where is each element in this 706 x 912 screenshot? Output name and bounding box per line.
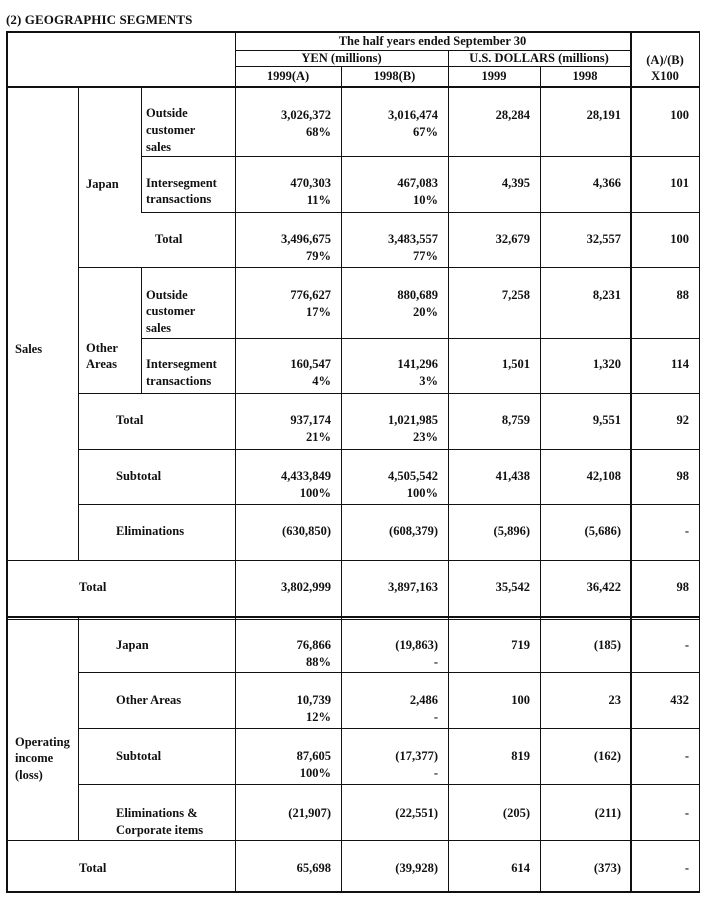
oa_ist-u99-value: 1,501 [501,357,530,371]
period-header: The half years ended September 30 [338,34,527,48]
oa-ist-label-1: Intersegment [146,357,217,371]
oa_tot-r-value: 92 [676,413,689,427]
op_tot-u98-value: (373) [593,861,621,875]
oa_tot-b-percent: 23% [413,430,438,444]
yen-header: YEN (millions) [301,51,382,65]
stot-u99-value: 35,542 [495,580,530,594]
op_jp-a-percent: 88% [306,655,331,669]
oa_ocs-a-value: 776,627 [290,288,331,302]
jp-ocs-label-3: sales [146,140,171,154]
oa_ocs-r-value: 88 [676,288,689,302]
sales-label: Sales [15,342,43,356]
jp_ist-u98-value: 4,366 [592,176,621,190]
op_sub-b-value: (17,377) [395,749,438,763]
oa_ocs-b-value: 880,689 [397,288,438,302]
jp_ist-b-value: 467,083 [397,176,438,190]
sub-b-percent: 100% [406,486,438,500]
op_tot-u99-value: 614 [511,861,530,875]
jp_tot-a-value: 3,496,675 [281,232,331,246]
oa_ist-a-value: 160,547 [290,357,331,371]
subtotal-label: Subtotal [116,469,162,483]
col-1999a: 1999(A) [266,69,310,83]
oa-ist-label-2: transactions [146,374,212,388]
op_elim-b-value: (22,551) [395,806,438,820]
sub-u99-value: 41,438 [495,469,530,483]
operating-label-3: (loss) [15,768,43,782]
elim-a-value: (630,850) [282,524,331,538]
op_elim-u98-value: (211) [594,806,621,820]
ratio-header: (A)/(B) [646,53,684,67]
sub-b-value: 4,505,542 [388,469,438,483]
jp_ocs-b-percent: 67% [413,125,438,139]
oa_ist-a-percent: 4% [312,374,331,388]
col-1998b: 1998(B) [373,69,416,83]
op_sub-u99-value: 819 [511,749,530,763]
sales-total-label: Total [79,580,107,594]
jp_tot-b-value: 3,483,557 [388,232,438,246]
elim-u98-value: (5,686) [584,524,621,538]
jp_ist-a-value: 470,303 [290,176,331,190]
sub-a-percent: 100% [299,486,331,500]
op_jp-a-value: 76,866 [296,638,331,652]
op_jp-r-value: - [684,638,689,652]
jp_tot-u99-value: 32,679 [495,232,530,246]
elim-r-value: - [684,524,689,538]
sub-u98-value: 42,108 [586,469,621,483]
op_oa-u99-value: 100 [511,693,530,707]
oa_ist-u98-value: 1,320 [592,357,621,371]
oa_tot-u99-value: 8,759 [501,413,530,427]
op-elim-label-1: Eliminations & [116,806,198,820]
eliminations-label: Eliminations [116,524,185,538]
col-1999-usd: 1999 [481,69,507,83]
oa_ocs-b-percent: 20% [413,305,438,319]
jp_ist-b-percent: 10% [413,193,438,207]
jp_ocs-r-value: 100 [670,108,689,122]
op_jp-u99-value: 719 [511,638,530,652]
op_elim-r-value: - [684,806,689,820]
col-1998-usd: 1998 [572,69,598,83]
op-other-areas-label: Other Areas [116,693,182,707]
op_jp-b-percent: - [433,655,438,669]
jp-ist-label-1: Intersegment [146,176,217,190]
oa_ist-r-value: 114 [670,357,689,371]
jp_ist-a-percent: 11% [306,193,331,207]
other-areas-label-2: Areas [86,357,118,371]
op_oa-a-value: 10,739 [296,693,331,707]
op_elim-u99-value: (205) [502,806,530,820]
jp_ocs-a-value: 3,026,372 [281,108,331,122]
oa_tot-a-value: 937,174 [290,413,331,427]
oa-ocs-label-3: sales [146,321,171,335]
sub-r-value: 98 [676,469,689,483]
op_oa-b-value: 2,486 [409,693,438,707]
oa_ocs-a-percent: 17% [306,305,331,319]
op_sub-r-value: - [684,749,689,763]
op_tot-a-value: 65,698 [296,861,331,875]
jp-total-label: Total [155,232,183,246]
sub-a-value: 4,433,849 [281,469,331,483]
elim-b-value: (608,379) [389,524,438,538]
op_sub-a-percent: 100% [299,766,331,780]
other-areas-label-1: Other [86,341,118,355]
ratio-header-x100: X100 [651,69,679,83]
jp_ocs-u99-value: 28,284 [495,108,530,122]
jp_tot-r-value: 100 [670,232,689,246]
op_elim-a-value: (21,907) [288,806,331,820]
oa-ocs-label-1: Outside [146,288,188,302]
jp_ist-u99-value: 4,395 [501,176,530,190]
elim-u99-value: (5,896) [493,524,530,538]
operating-label-1: Operating [15,735,70,749]
jp_ist-r-value: 101 [670,176,689,190]
oa_tot-u98-value: 9,551 [592,413,621,427]
op_tot-r-value: - [684,861,689,875]
op_sub-a-value: 87,605 [296,749,331,763]
oa-ocs-label-2: customer [146,304,196,318]
stot-u98-value: 36,422 [586,580,621,594]
jp_tot-a-percent: 79% [306,249,331,263]
operating-label-2: income [15,751,54,765]
oa_tot-b-value: 1,021,985 [388,413,438,427]
oa_ocs-u99-value: 7,258 [501,288,530,302]
jp_ocs-a-percent: 68% [306,125,331,139]
oa-total-label: Total [116,413,144,427]
op-total-label: Total [79,861,107,875]
op-elim-label-2: Corporate items [116,823,204,837]
op_jp-u98-value: (185) [593,638,621,652]
jp_ocs-u98-value: 28,191 [586,108,621,122]
op-japan-label: Japan [116,638,149,652]
op_oa-a-percent: 12% [306,710,331,724]
stot-b-value: 3,897,163 [388,580,438,594]
jp_tot-u98-value: 32,557 [586,232,621,246]
oa_ist-b-percent: 3% [419,374,438,388]
jp-ist-label-2: transactions [146,192,212,206]
oa_tot-a-percent: 21% [306,430,331,444]
jp_ocs-b-value: 3,016,474 [388,108,438,122]
op_sub-b-percent: - [433,766,438,780]
jp-ocs-label-2: customer [146,123,196,137]
op-subtotal-label: Subtotal [116,749,162,763]
op_sub-u98-value: (162) [593,749,621,763]
geographic-segments-table [6,0,700,912]
jp_tot-b-percent: 77% [413,249,438,263]
jp-ocs-label-1: Outside [146,106,188,120]
op_jp-b-value: (19,863) [395,638,438,652]
japan-label: Japan [86,177,119,191]
op_oa-r-value: 432 [670,693,689,707]
op_tot-b-value: (39,928) [395,861,438,875]
stot-r-value: 98 [676,580,689,594]
page-title: (2) GEOGRAPHIC SEGMENTS [6,12,193,27]
oa_ocs-u98-value: 8,231 [592,288,621,302]
stot-a-value: 3,802,999 [281,580,331,594]
oa_ist-b-value: 141,296 [397,357,438,371]
usd-header: U.S. DOLLARS (millions) [469,51,609,65]
op_oa-b-percent: - [433,710,438,724]
op_oa-u98-value: 23 [608,693,621,707]
